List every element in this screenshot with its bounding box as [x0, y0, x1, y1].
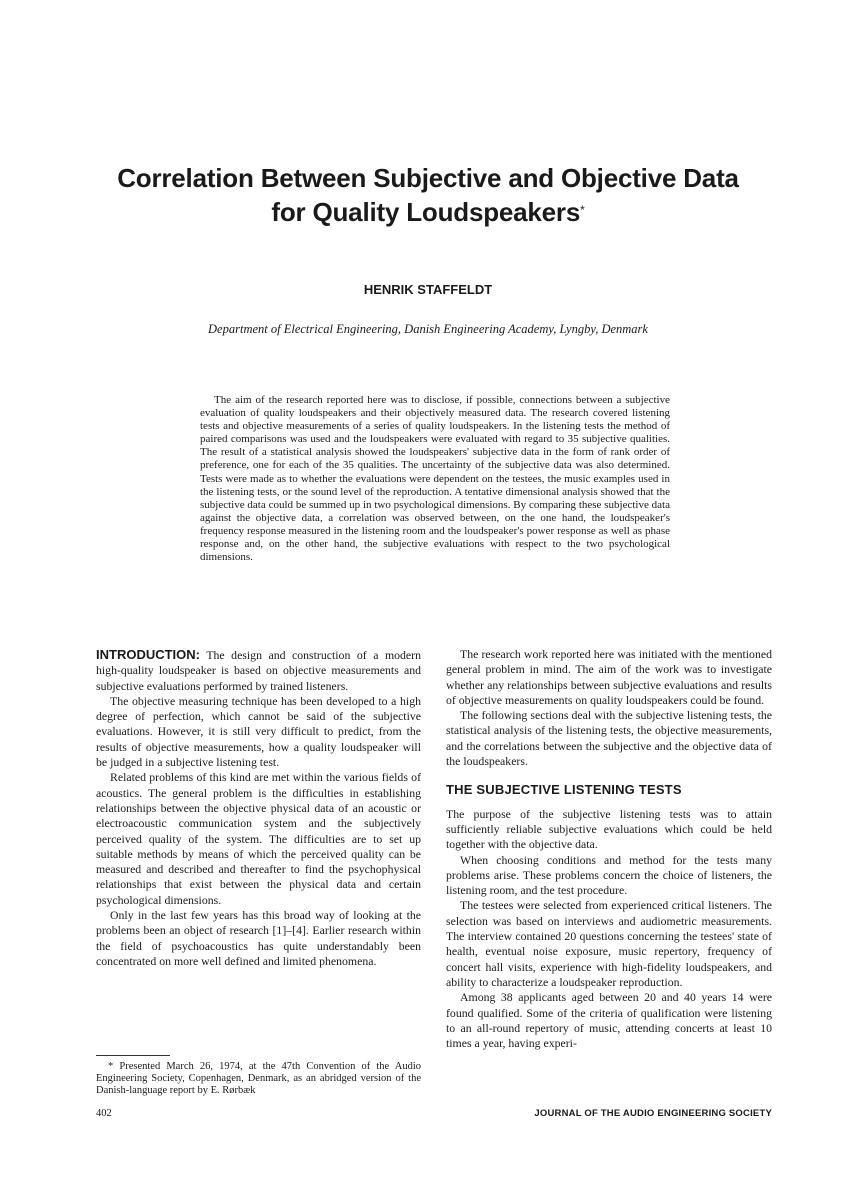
footnote: * Presented March 26, 1974, at the 47th Convention of the Audio Engineering Society, Copenhagen, Denmark, as an abridged version of the Danish-language report by E. Rørbæk	[96, 1061, 421, 1096]
footnote-divider	[96, 1055, 170, 1056]
title-line-1: Correlation Between Subjective and Objective Data	[117, 163, 739, 193]
left-column	[96, 647, 421, 969]
right-column	[446, 647, 772, 1051]
author-name: HENRIK STAFFELDT	[363, 282, 493, 297]
listening-paragraph-3: The testees were selected from experienced critical listeners. The selection was based on interviews and audiometric measurements. The interview contained 20 questions concerning the testees' state of health, eventual noise exposure, music repertory, frequency of concert hall visits, experience with high-fidelity loudspeakers, and ability to characterize a loudspeaker reproduction.	[446, 898, 772, 989]
intro-paragraph-1-text: The design and construction of a modern high-quality loudspeaker is based on objective measurements and subjective evaluations performed by trained listeners.	[96, 648, 421, 693]
listening-paragraph-4: Among 38 applicants aged between 20 and 40 years 14 were found qualified. Some of the criteria of qualification were listening to an all-round repertory of music, attending concerts at least 10 times a year, having experi-	[446, 990, 772, 1051]
listening-paragraph-2: When choosing conditions and method for the tests many problems arise. These problems concern the choice of listeners, the listening room, and the test procedure.	[446, 852, 772, 898]
intro-paragraph-1	[96, 647, 421, 694]
listening-paragraph-1: The purpose of the subjective listening tests was to attain sufficiently reliable subjective evaluations which could be held together with the objective data.	[446, 806, 772, 852]
intro-paragraph-2: The objective measuring technique has been developed to a high degree of perfection, which cannot be said of the subjective evaluations. However, it is still very difficult to predict, from the results of objective measurements, how a quality loudspeaker will be judged in a subjective listening test.	[96, 693, 421, 770]
page-number: 402	[96, 1108, 112, 1119]
intro-paragraph-3: Related problems of this kind are met within the various fields of acoustics. The general problem is the difficulties in establishing relationships between the objective physical data of an acoustic or electroacoustic communication system and the subjectively perceived quality of the system. The difficulties are to set up suitable methods by means of which the perceived quality can be measured and described and thereafter to find the psychophysical relationships that exist between the physical data and certain psychological dimensions.	[96, 770, 421, 907]
intro-paragraph-4: Only in the last few years has this broad way of looking at the problems been an object of research [1]–[4]. Earlier research within the field of psychoacoustics has quite understandably been concentrated on more well defined and limited phenomena.	[96, 908, 421, 968]
title-footnote-mark: *	[580, 203, 585, 217]
abstract: The aim of the research reported here was to disclose, if possible, connections between a subjective evaluation of quality loudspeakers and their objectively measured data. The research covered listening tests and objective measurements of a series of quality loudspeakers. In the listening tests the method of paired comparisons was used and the loudspeakers were evaluated with regard to 35 subjective qualities. The result of a statistical analysis showed the loudspeakers' subjective data in the form of rank order of preference, one for each of the 35 qualities. The uncertainty of the subjective data was also determined. Tests were made as to whether the evaluations were dependent on the testees, the music examples used in the listening tests, or the sound level of the reproduction. A tentative dimensional analysis showed that the subjective data could be summed up in two psychological dimensions. By comparing these subjective data against the objective data, a correlation was observed between, on the one hand, the loudspeaker's frequency response measured in the listening room and the loudspeaker's power response as well as phase response and, on the other hand, the subjective evaluations with respect to the two psychological dimensions.	[200, 394, 670, 564]
title-line-2: for Quality Loudspeakers	[271, 197, 581, 227]
paper-title	[60, 161, 796, 229]
intro-paragraph-5: The research work reported here was initiated with the mentioned general problem in mind. The aim of the work was to investigate whether any relationships between subjective evaluations and results of objective measurements on quality loudspeakers could be found.	[446, 647, 772, 707]
section-heading-listening-tests: THE SUBJECTIVE LISTENING TESTS	[446, 782, 682, 798]
journal-name: JOURNAL OF THE AUDIO ENGINEERING SOCIETY	[534, 1108, 772, 1119]
introduction-heading: INTRODUCTION:	[96, 647, 200, 662]
intro-paragraph-6: The following sections deal with the subjective listening tests, the statistical analysis of the listening tests, the objective measurements, and the correlations between the subjective and the objective data of the loudspeakers.	[446, 708, 772, 769]
author-affiliation: Department of Electrical Engineering, Danish Engineering Academy, Lyngby, Denmark	[208, 322, 648, 336]
